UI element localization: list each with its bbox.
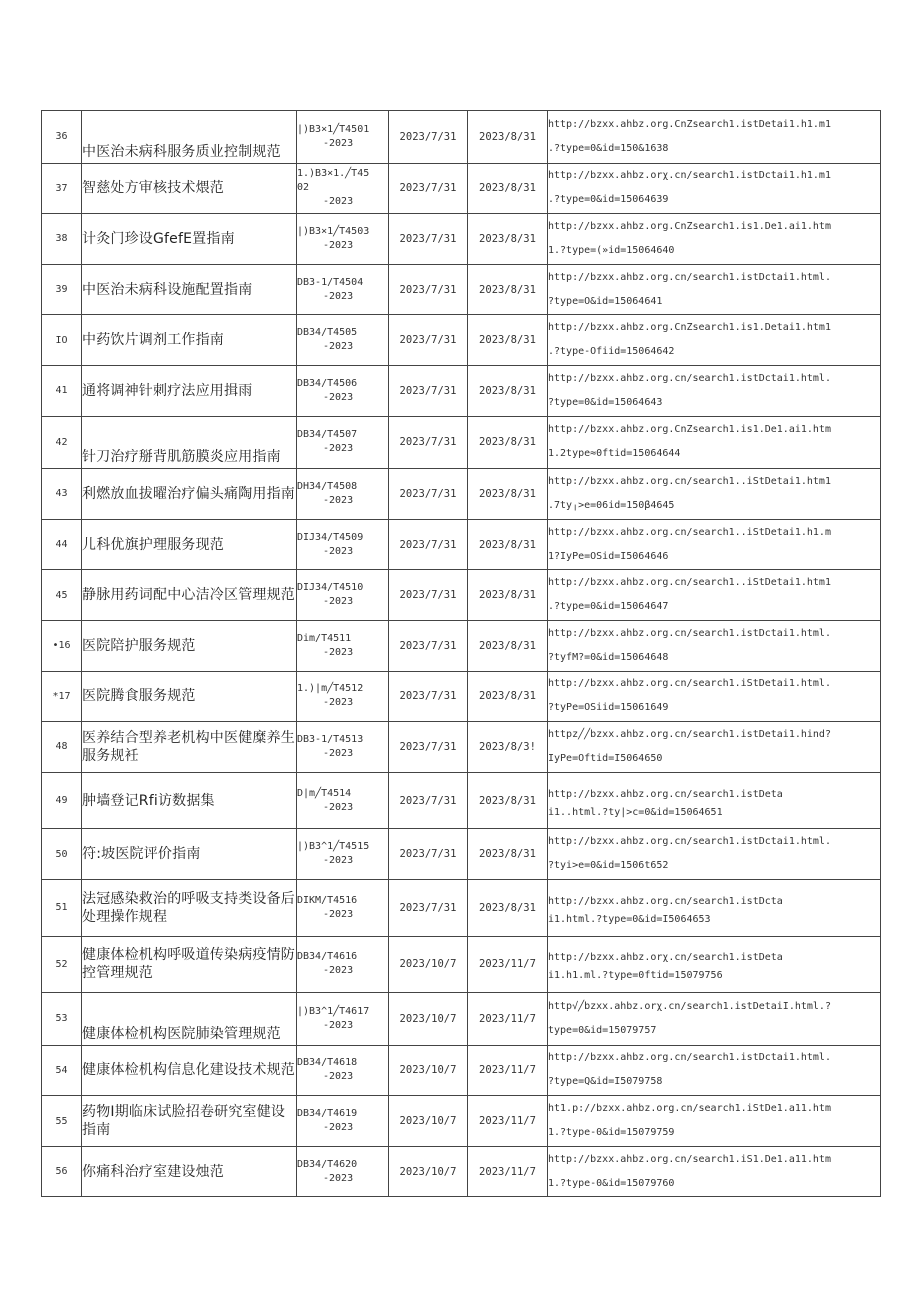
standard-name: 医养结合型养老机构中医健糜养生服务规衽 (82, 722, 297, 773)
standard-year: -2023 (323, 646, 354, 658)
standard-url-line-2[interactable]: ?tyi>e=0&id=1506t652 (548, 860, 669, 872)
publish-date: 2023/10/7 (389, 1146, 468, 1197)
implement-date: 2023/8/31 (468, 671, 548, 722)
standard-url-line-1[interactable]: http://bzxx.ahbz.org.cn/search1.istDcta (548, 895, 783, 907)
standard-name: 中医治未病科服务质业控制规范 (82, 111, 297, 164)
standard-url-cell (548, 111, 881, 164)
standard-url-cell (548, 519, 881, 570)
standard-year: -2023 (323, 137, 354, 149)
implement-date: 2023/8/31 (468, 772, 548, 829)
table-row (42, 829, 881, 880)
standard-url-line-2[interactable]: i1..html.?ty|>c=0&id=15064651 (548, 806, 723, 818)
standard-url-line-1[interactable]: http://bzxx.ahbz.org.cn/search1.iS1.De1.a11.htm (548, 1153, 831, 1165)
standard-url-line-2[interactable]: .?type=0&id=15064639 (548, 194, 669, 206)
table-row (42, 1146, 881, 1197)
table-row (42, 365, 881, 416)
standard-year: -2023 (323, 596, 354, 608)
standard-code-cell (297, 993, 389, 1046)
standard-code-cell (297, 722, 389, 773)
standard-code-cell (297, 416, 389, 469)
standard-name: 中药饮片调剂工作指南 (82, 315, 297, 366)
standard-code-cell (297, 264, 389, 315)
row-number: 44 (42, 519, 82, 570)
standard-name: 肿墙登记Rfi访数据集 (82, 772, 297, 829)
standard-url-line-2[interactable]: i1.html.?type=0&id=I5064653 (548, 913, 711, 925)
standard-name: 中医治未病科设施配置指南 (82, 264, 297, 315)
table-row (42, 111, 881, 164)
standard-code: |)B3×1╱T4501 (297, 123, 370, 135)
standard-code-cell (297, 519, 389, 570)
table-row (42, 722, 881, 773)
standard-url-cell (548, 570, 881, 621)
standard-url-line-1[interactable]: http://bzxx.ahbz.org.CnZsearch1.is1.De1.ai1.htm (548, 424, 831, 436)
table-row (42, 214, 881, 265)
standard-url-cell (548, 315, 881, 366)
standard-url-cell (548, 163, 881, 214)
standard-name: 法冠感染救治的呼吸支持类设备后处理操作规程 (82, 879, 297, 936)
table-row (42, 671, 881, 722)
standard-code-cell (297, 315, 389, 366)
standard-year: -2023 (323, 1019, 354, 1031)
publish-date: 2023/7/31 (389, 829, 468, 880)
standard-code: DIJ34/T4509 (297, 531, 364, 543)
row-number: 38 (42, 214, 82, 265)
standard-year: -2023 (323, 391, 354, 403)
standard-url-cell (548, 1096, 881, 1147)
implement-date: 2023/8/31 (468, 879, 548, 936)
table-row (42, 416, 881, 469)
row-number: *17 (42, 671, 82, 722)
standard-code-cell (297, 620, 389, 671)
publish-date: 2023/7/31 (389, 722, 468, 773)
standard-url-cell (548, 365, 881, 416)
standard-url-line-2[interactable]: .?type-Ofiid=15064642 (548, 346, 675, 358)
standard-year: -2023 (323, 494, 354, 506)
table-row (42, 1045, 881, 1096)
publish-date: 2023/7/31 (389, 620, 468, 671)
standard-code: DB34/T4619 (297, 1108, 358, 1120)
standard-url-line-1[interactable]: http://bzxx.ahbz.org.cn/search1..iStDetai1.h1.m (548, 526, 831, 538)
row-number: 36 (42, 111, 82, 164)
standard-code-cell (297, 214, 389, 265)
standard-url-line-1[interactable]: http://bzxx.ahbz.org.cn/search1..iStDetai1.htm1 (548, 475, 831, 487)
standard-year: -2023 (323, 908, 354, 920)
standard-url-line-1[interactable]: http://bzxx.ahbz.org.cn/search1.istDctai1.html. (548, 372, 831, 384)
standard-year: -2023 (323, 747, 354, 759)
table-row (42, 1096, 881, 1147)
row-number: 45 (42, 570, 82, 621)
standard-url-line-1[interactable]: http://bzxx.ahbz.org.CnZsearch1.is1.Detai1.htm1 (548, 322, 831, 334)
row-number: 41 (42, 365, 82, 416)
table-body (42, 111, 881, 1197)
standard-year: -2023 (323, 1172, 354, 1184)
standard-url-cell (548, 772, 881, 829)
publish-date: 2023/7/31 (389, 163, 468, 214)
standard-url-cell (548, 829, 881, 880)
standard-code: 1.)B3×1.╱T45 02 (297, 168, 370, 194)
standard-code: DIJ34/T4510 (297, 582, 364, 594)
row-number: •16 (42, 620, 82, 671)
standard-url-line-2[interactable]: i1.h1.ml.?type=0ftid=15079756 (548, 970, 723, 982)
publish-date: 2023/7/31 (389, 879, 468, 936)
table-row (42, 469, 881, 520)
standard-url-line-1[interactable]: http://bzxx.ahbz.org.cn/search1.istDctai1.html. (548, 271, 831, 283)
publish-date: 2023/7/31 (389, 671, 468, 722)
implement-date: 2023/8/31 (468, 519, 548, 570)
standard-url-line-2[interactable]: 1.?type=(»id=15064640 (548, 244, 675, 256)
table-row (42, 772, 881, 829)
implement-date: 2023/8/31 (468, 469, 548, 520)
standard-url-line-2[interactable]: 1?IyPe=OSid=I5064646 (548, 550, 669, 562)
standard-year: -2023 (323, 239, 354, 251)
row-number: IO (42, 315, 82, 366)
standard-url-cell (548, 722, 881, 773)
row-number: 39 (42, 264, 82, 315)
standard-name: 健康体检机构呼吸道传染病疫情防控管理规范 (82, 936, 297, 993)
implement-date: 2023/11/7 (468, 936, 548, 993)
standards-table (41, 110, 881, 1197)
implement-date: 2023/8/31 (468, 315, 548, 366)
row-number: 55 (42, 1096, 82, 1147)
standard-code-cell (297, 671, 389, 722)
standard-url-cell (548, 671, 881, 722)
row-number: 48 (42, 722, 82, 773)
implement-date: 2023/8/31 (468, 264, 548, 315)
implement-date: 2023/8/3! (468, 722, 548, 773)
standard-url-cell (548, 214, 881, 265)
standard-name: 健康体检机构医院肺染管理规范 (82, 993, 297, 1046)
standard-name: 通将调神针刺疗法应用揖雨 (82, 365, 297, 416)
standard-url-line-2[interactable]: ?tyPe=OSiid=15061649 (548, 702, 669, 714)
table-row (42, 163, 881, 214)
standard-name: 儿科优旗护理服务现范 (82, 519, 297, 570)
standard-code-cell (297, 936, 389, 993)
row-number: 52 (42, 936, 82, 993)
standard-code: Dim/T4511 (297, 632, 352, 644)
standard-code: DB3-1/T4513 (297, 733, 364, 745)
publish-date: 2023/7/31 (389, 772, 468, 829)
standard-code: DB34/T4616 (297, 951, 358, 963)
row-number: 43 (42, 469, 82, 520)
publish-date: 2023/7/31 (389, 570, 468, 621)
standard-code: DB34/T4506 (297, 377, 358, 389)
standard-code: DB34/T4505 (297, 327, 358, 339)
row-number: 56 (42, 1146, 82, 1197)
publish-date: 2023/7/31 (389, 416, 468, 469)
standard-url-line-1[interactable]: http√╱bzxx.ahbz.orχ.cn/search1.istDetaiI.html.? (548, 1000, 831, 1012)
row-number: 37 (42, 163, 82, 214)
standard-url-line-2[interactable]: ?tyfM?=0&id=15064648 (548, 651, 669, 663)
standard-year: -2023 (323, 196, 354, 208)
standard-url-line-2[interactable]: ?type=Q&id=I5079758 (548, 1076, 663, 1088)
standard-code: 1.)|m╱T4512 (297, 683, 364, 695)
implement-date: 2023/8/31 (468, 111, 548, 164)
implement-date: 2023/11/7 (468, 993, 548, 1046)
row-number: 42 (42, 416, 82, 469)
standard-code-cell (297, 772, 389, 829)
standard-code-cell (297, 1146, 389, 1197)
standard-code-cell (297, 365, 389, 416)
standard-year: -2023 (323, 697, 354, 709)
standard-name: 利燃放血拔曜治疗偏头痛陶用指南 (82, 469, 297, 520)
standard-code-cell (297, 469, 389, 520)
publish-date: 2023/10/7 (389, 993, 468, 1046)
standard-url-line-1[interactable]: ht1.p://bzxx.ahbz.org.cn/search1.iStDe1.a11.htm (548, 1103, 831, 1115)
standard-code: DB34/T4620 (297, 1158, 358, 1170)
standard-code: |)B3^1╱T4617 (297, 1005, 370, 1017)
standard-year: -2023 (323, 443, 354, 455)
standard-url-line-1[interactable]: httpz╱╱bzxx.ahbz.org.cn/search1.istDetai1.hind? (548, 728, 831, 740)
publish-date: 2023/7/31 (389, 315, 468, 366)
standard-code: DIKM/T4516 (297, 894, 358, 906)
implement-date: 2023/8/31 (468, 163, 548, 214)
standard-url-cell (548, 264, 881, 315)
publish-date: 2023/7/31 (389, 214, 468, 265)
row-number: 54 (42, 1045, 82, 1096)
table-row (42, 879, 881, 936)
standard-url-cell (548, 993, 881, 1046)
standard-url-line-2[interactable]: 1.?type-0&id=15079759 (548, 1127, 675, 1139)
standard-name: 药物I期临床试脸招卷研究室健设指南 (82, 1096, 297, 1147)
standard-url-line-1[interactable]: http://bzxx.ahbz.org.cn/search1.istDctai1.html. (548, 627, 831, 639)
standard-year: -2023 (323, 290, 354, 302)
standard-url-line-2[interactable]: .7ty╷>e=06id=150β4645 (548, 499, 675, 511)
standard-year: -2023 (323, 1071, 354, 1083)
implement-date: 2023/8/31 (468, 829, 548, 880)
implement-date: 2023/8/31 (468, 416, 548, 469)
table-row (42, 519, 881, 570)
standard-url-line-2[interactable]: .?type=0&id=150&1638 (548, 142, 669, 154)
table-row (42, 264, 881, 315)
standard-name: 静脉用药词配中心洁冷区管理规范 (82, 570, 297, 621)
publish-date: 2023/10/7 (389, 936, 468, 993)
standard-url-line-1[interactable]: http://bzxx.ahbz.org.CnZsearch1.is1.De1.ai1.htm (548, 220, 831, 232)
standard-year: -2023 (323, 855, 354, 867)
standard-year: -2023 (323, 341, 354, 353)
standard-year: -2023 (323, 545, 354, 557)
standard-name: 智慈处方审核技术煨范 (82, 163, 297, 214)
standard-url-line-1[interactable]: http://bzxx.ahbz.orχ.cn/search1.istDctai1.h1.m1 (548, 170, 831, 182)
row-number: 50 (42, 829, 82, 880)
table-row (42, 315, 881, 366)
standard-url-line-1[interactable]: http://bzxx.ahbz.org.cn/search1.iStDetai1.html. (548, 678, 831, 690)
table-row (42, 993, 881, 1046)
implement-date: 2023/8/31 (468, 214, 548, 265)
standard-code: DB3-1/T4504 (297, 276, 364, 288)
publish-date: 2023/10/7 (389, 1045, 468, 1096)
standard-url-line-2[interactable]: IyPe=Oftid=I5064650 (548, 752, 663, 764)
standard-code-cell (297, 829, 389, 880)
publish-date: 2023/7/31 (389, 469, 468, 520)
table-row (42, 570, 881, 621)
publish-date: 2023/7/31 (389, 264, 468, 315)
standard-name: 你痛科治疗室建设烛范 (82, 1146, 297, 1197)
standard-code-cell (297, 570, 389, 621)
standard-url-cell (548, 416, 881, 469)
standard-url-cell (548, 936, 881, 993)
standard-code: |)B3^1╱T4515 (297, 841, 370, 853)
standard-name: 健康体检机构信息化建设技术规范 (82, 1045, 297, 1096)
standard-url-cell (548, 1146, 881, 1197)
row-number: 53 (42, 993, 82, 1046)
standard-url-line-2[interactable]: 1.?type-0&id=15079760 (548, 1177, 675, 1189)
standard-code-cell (297, 879, 389, 936)
standard-code-cell (297, 1096, 389, 1147)
standard-code: |)B3×1╱T4503 (297, 225, 370, 237)
standard-url-cell (548, 879, 881, 936)
publish-date: 2023/10/7 (389, 1096, 468, 1147)
standard-name: 计灸门珍设GfefE置指南 (82, 214, 297, 265)
standard-url-line-1[interactable]: http://bzxx.ahbz.org.cn/search1.istDctai1.html. (548, 836, 831, 848)
publish-date: 2023/7/31 (389, 111, 468, 164)
standard-name: 针刀治疗掰背肌筋膜炎应用指南 (82, 416, 297, 469)
standard-year: -2023 (323, 801, 354, 813)
standard-url-cell (548, 469, 881, 520)
standard-code: DH34/T4508 (297, 480, 358, 492)
standard-url-line-2[interactable]: ?type=0&id=15064643 (548, 396, 663, 408)
standard-url-cell (548, 620, 881, 671)
standard-url-cell (548, 1045, 881, 1096)
standard-year: -2023 (323, 1122, 354, 1134)
standard-url-line-1[interactable]: http://bzxx.ahbz.org.cn/search1..iStDetai1.htm1 (548, 577, 831, 589)
standard-code-cell (297, 1045, 389, 1096)
publish-date: 2023/7/31 (389, 365, 468, 416)
standard-year: -2023 (323, 965, 354, 977)
standard-url-line-2[interactable]: .?type=0&id=15064647 (548, 601, 669, 613)
standard-code-cell (297, 163, 389, 214)
standard-code: DB34/T4507 (297, 429, 358, 441)
table-row (42, 620, 881, 671)
implement-date: 2023/11/7 (468, 1146, 548, 1197)
standard-url-line-2[interactable]: ?type=O&id=15064641 (548, 295, 663, 307)
standard-name: 符:坡医院评价指南 (82, 829, 297, 880)
row-number: 51 (42, 879, 82, 936)
standard-url-line-2[interactable]: type=0&id=15079757 (548, 1024, 657, 1036)
implement-date: 2023/11/7 (468, 1045, 548, 1096)
standard-code: DB34/T4618 (297, 1057, 358, 1069)
row-number: 49 (42, 772, 82, 829)
implement-date: 2023/8/31 (468, 570, 548, 621)
standard-name: 医院陪护服务规范 (82, 620, 297, 671)
publish-date: 2023/7/31 (389, 519, 468, 570)
standard-url-line-1[interactable]: http://bzxx.ahbz.orχ.cn/search1.istDeta (548, 952, 783, 964)
standard-url-line-2[interactable]: 1.2type≈0ftid=15064644 (548, 448, 681, 460)
standard-name: 医院腾食服务规范 (82, 671, 297, 722)
implement-date: 2023/11/7 (468, 1096, 548, 1147)
standard-url-line-1[interactable]: http://bzxx.ahbz.org.cn/search1.istDctai1.html. (548, 1052, 831, 1064)
implement-date: 2023/8/31 (468, 620, 548, 671)
standard-url-line-1[interactable]: http://bzxx.ahbz.org.cn/search1.istDeta (548, 788, 783, 800)
table-row (42, 936, 881, 993)
standard-url-line-1[interactable]: http://bzxx.ahbz.org.CnZsearch1.istDetai1.h1.m1 (548, 118, 831, 130)
standard-code-cell (297, 111, 389, 164)
standard-code: D|m╱T4514 (297, 787, 352, 799)
implement-date: 2023/8/31 (468, 365, 548, 416)
